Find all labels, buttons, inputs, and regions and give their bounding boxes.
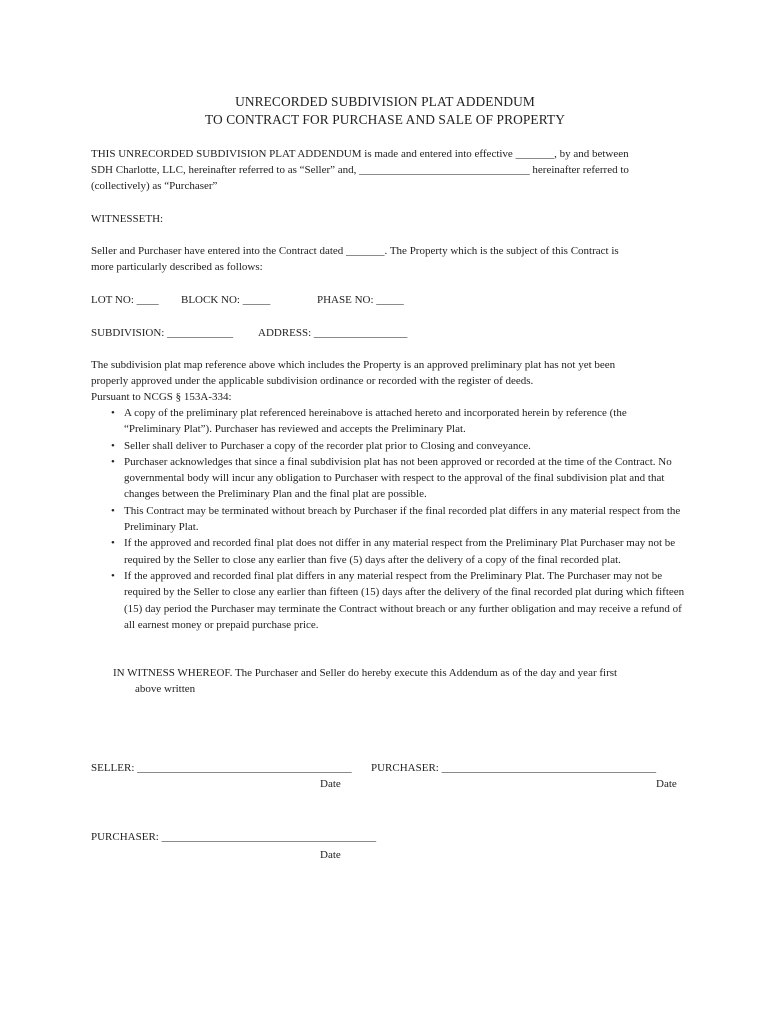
subdivision-field: SUBDIVISION: ____________ (91, 327, 234, 339)
list-item: • If the approved and recorded final plat differs in any material respect from the Preliminary Plat. The Purchaser may not be required by the Seller to close any earlier than fifteen (15) days after the delivery of the final recorded plat during which fifteen (15) day period the Purchaser may terminate the Contract without breach or any further obligation and may receive a refund of all earnest money or prepaid purchase price. (91, 568, 686, 633)
second-purchaser-date-label: Date (320, 849, 341, 861)
plat-line1: The subdivision plat map reference above which includes the Property is an approved preliminary plat has not yet been (91, 359, 616, 371)
conditions-list (91, 405, 686, 633)
list-item: • Seller shall deliver to Purchaser a copy of the recorder plat prior to Closing and conveyance. (91, 438, 686, 454)
intro-line1: THIS UNRECORDED SUBDIVISION PLAT ADDENDUM is made and entered into effective _______, by and between (91, 148, 629, 160)
intro-line3: (collectively) as “Purchaser” (91, 180, 218, 192)
purchaser-date-label: Date (656, 778, 677, 790)
document-title-line2: TO CONTRACT FOR PURCHASE AND SALE OF PROPERTY (205, 112, 565, 127)
lot-no-field: LOT NO: ____ (91, 294, 159, 306)
phase-no-field: PHASE NO: _____ (317, 294, 404, 306)
witness-line1: IN WITNESS WHEREOF. The Purchaser and Seller do hereby execute this Addendum as of the day and year first (113, 667, 618, 679)
list-item: • If the approved and recorded final plat does not differ in any material respect from the Preliminary Plat Purchaser may not be required by the Seller to close any earlier than five (5) days after the delivery of a copy of the final recorded plat. (91, 535, 686, 568)
seller-date-label: Date (320, 778, 341, 790)
seller-signature-line: SELLER: _______________________________________ (91, 762, 352, 774)
witnesseth-heading: WITNESSETH: (91, 213, 164, 225)
witness-line2: above written (135, 683, 196, 695)
intro-line2: SDH Charlotte, LLC, hereinafter referred to as “Seller” and, _______________________________ hereinafter referred to (91, 164, 629, 176)
second-purchaser-signature-line: PURCHASER: _______________________________________ (91, 831, 377, 843)
plat-line2: properly approved under the applicable subdivision ordinance or recorded with the register of deeds. (91, 375, 534, 387)
contract-line1: Seller and Purchaser have entered into the Contract dated _______. The Property which is the subject of this Contract is (91, 245, 619, 257)
contract-line2: more particularly described as follows: (91, 261, 263, 273)
pursuant-statute: Pursuant to NCGS § 153A-334: (91, 391, 232, 403)
list-item: • A copy of the preliminary plat referenced hereinabove is attached hereto and incorporated herein by reference (the “Preliminary Plat”). Purchaser has reviewed and accepts the Preliminary Plat. (91, 405, 686, 438)
document-title-line1: UNRECORDED SUBDIVISION PLAT ADDENDUM (235, 94, 535, 109)
list-item: • This Contract may be terminated without breach by Purchaser if the final recorded plat differs in any material respect from the Preliminary Plat. (91, 503, 686, 536)
purchaser-signature-line: PURCHASER: _______________________________________ (371, 762, 657, 774)
address-field: ADDRESS: _________________ (258, 327, 408, 339)
block-no-field: BLOCK NO: _____ (181, 294, 271, 306)
list-item: • Purchaser acknowledges that since a final subdivision plat has not been approved or recorded at the time of the Contract. No governmental body will incur any obligation to Purchaser with respect to the approval of the final subdivision plat and that changes between the Preliminary Plan and the final plat are possible. (91, 454, 686, 503)
